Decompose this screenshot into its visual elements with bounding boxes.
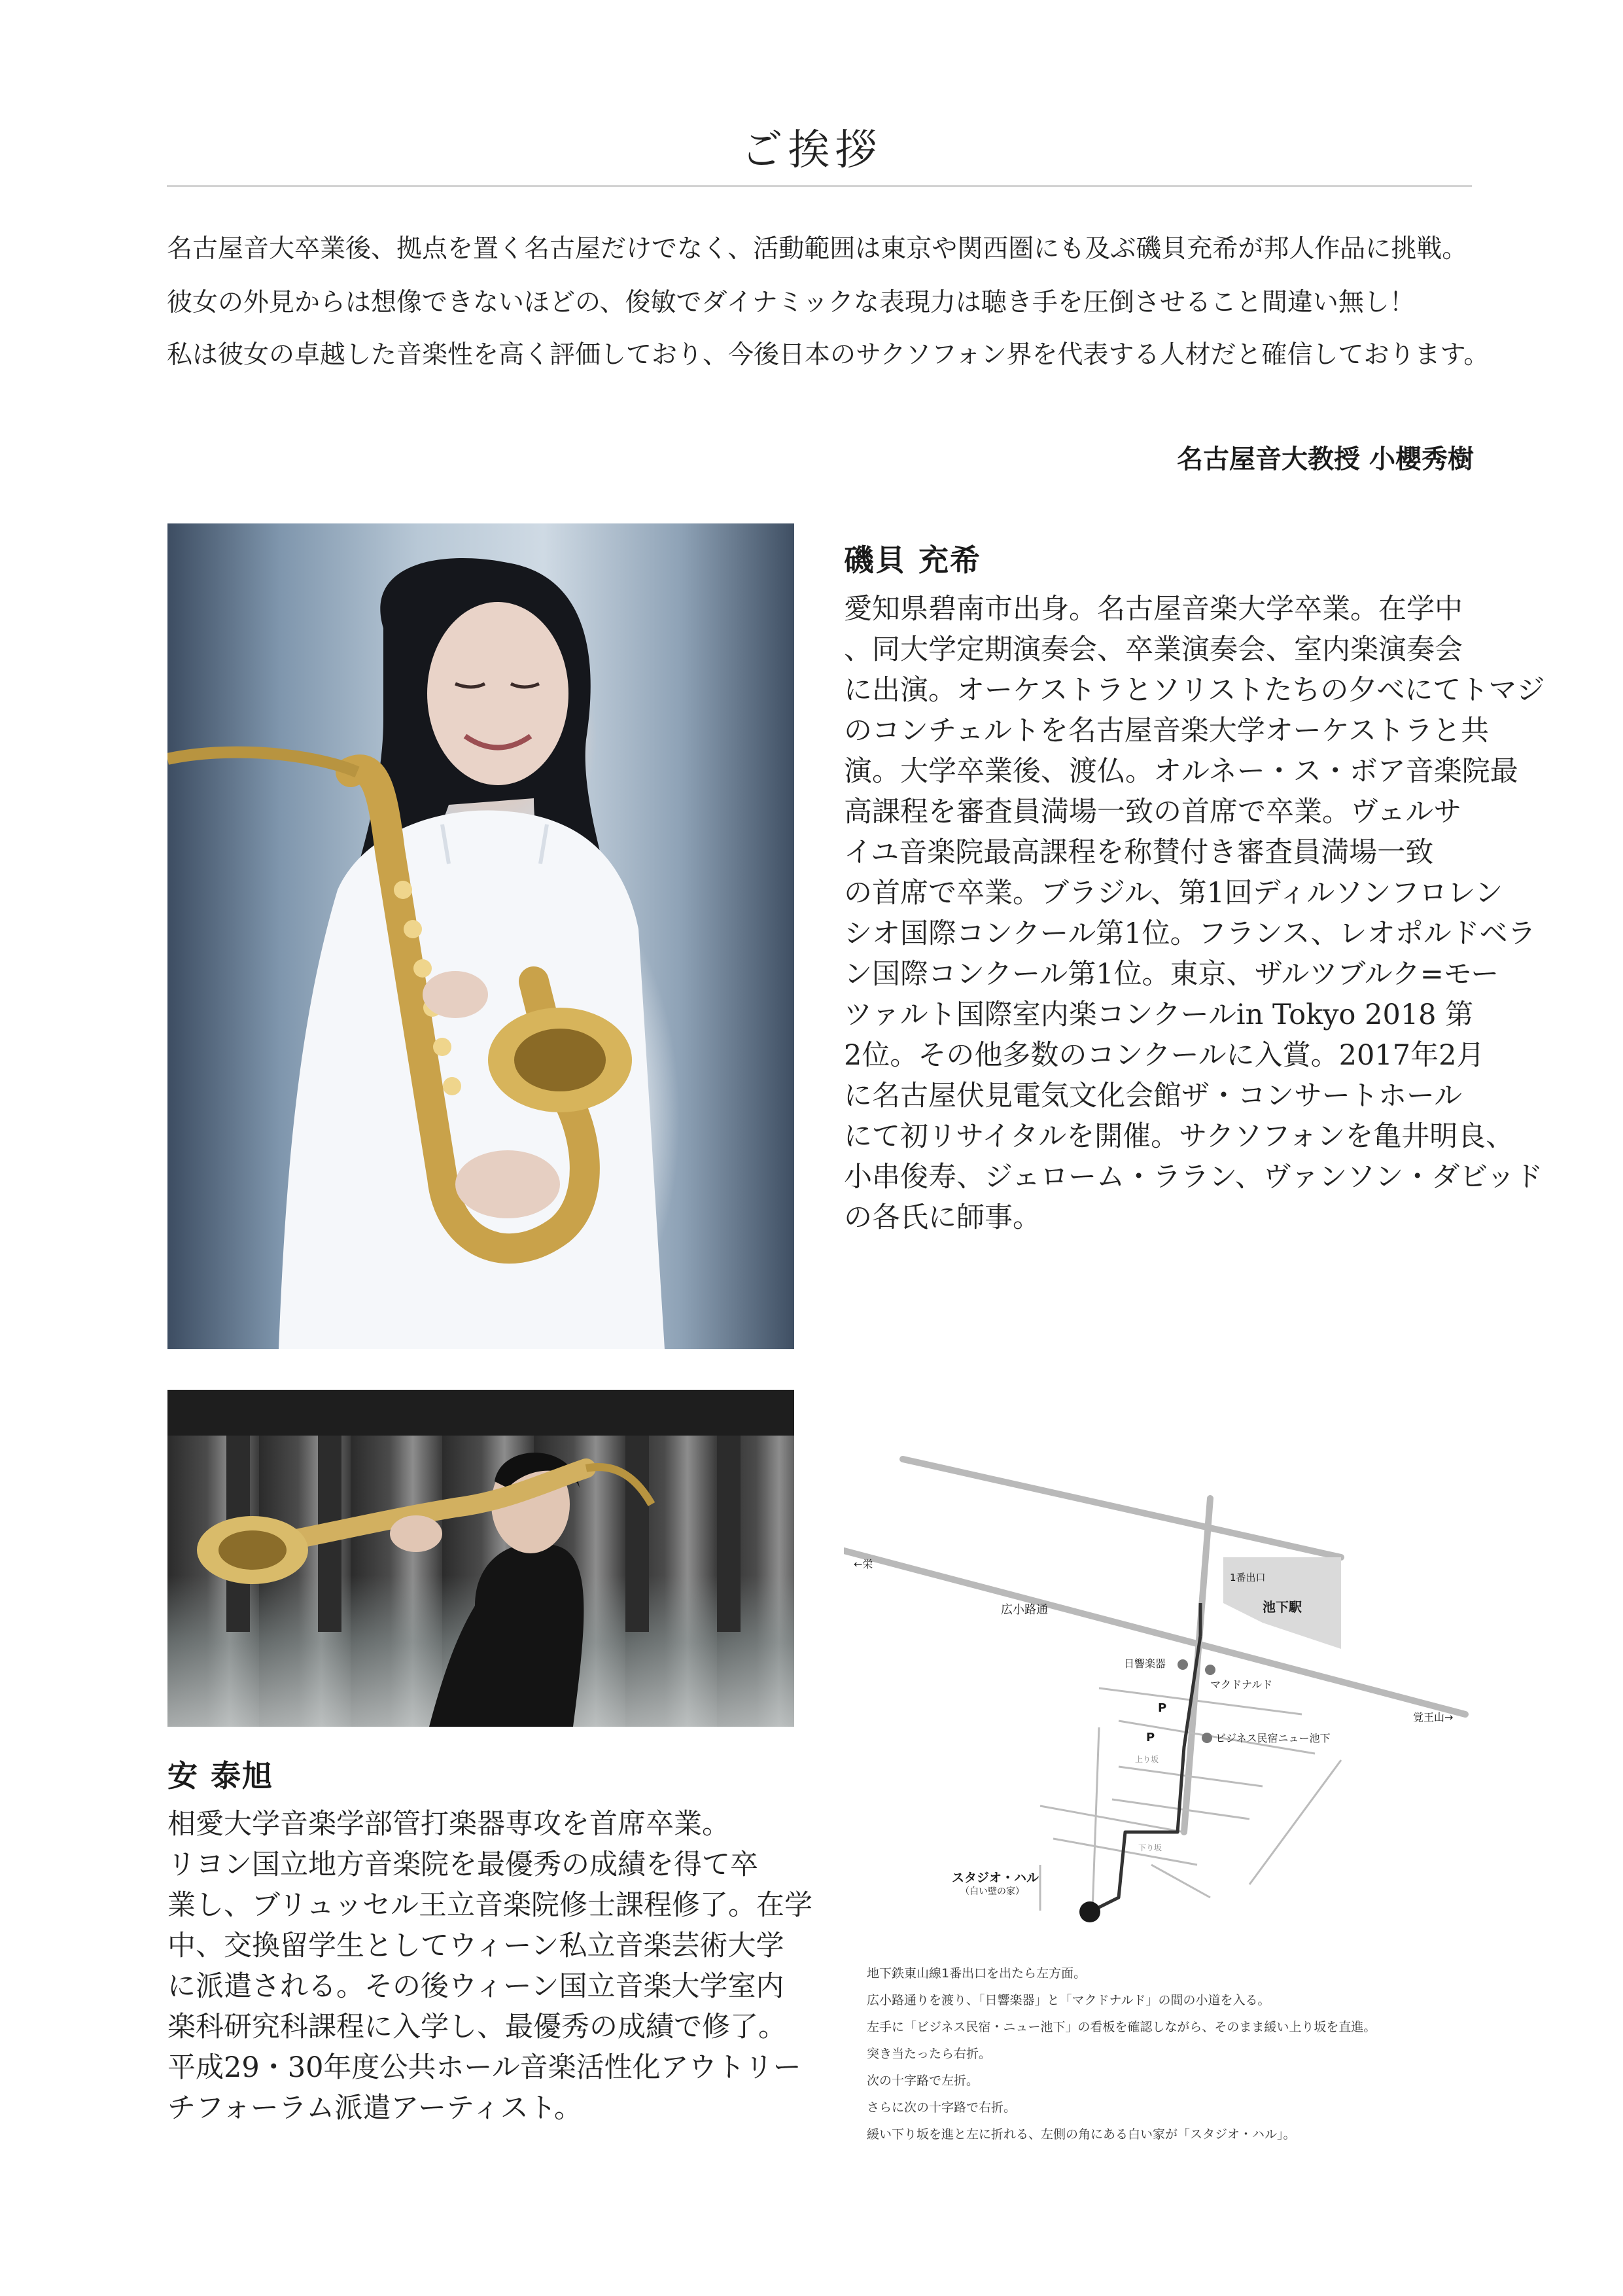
map-label-exit: 1番出口	[1230, 1572, 1266, 1583]
direction-step: 次の十字路で左折。	[867, 2074, 979, 2088]
map-label-uphill: 上り坂	[1135, 1755, 1159, 1764]
page-title: ご挨拶	[741, 126, 882, 175]
bio-line: チフォーラム派遣アーティスト。	[167, 2092, 582, 2125]
map-label-east: 覚王山→	[1413, 1711, 1454, 1723]
bio-text-isogai	[844, 589, 1545, 1238]
portrait-photo-isogai	[167, 523, 794, 1349]
greeting-line-2: 彼女の外見からは想像できないほどの、俊敏でダイナミックな表現力は聴き手を圧倒させること間違い無し！	[167, 288, 1415, 317]
map-label-studio-note: （白い壁の家）	[960, 1886, 1024, 1897]
direction-step: 突き当たったら右折。	[867, 2047, 992, 2061]
direction-step: 地下鉄東山線1番出口を出たら左方面。	[867, 1966, 1087, 1981]
map-label-station: 池下駅	[1263, 1599, 1302, 1615]
map-label-shop2: マクドナルド	[1210, 1678, 1273, 1691]
bio-line: の各氏に師事。	[844, 1201, 1041, 1234]
greeting-signature: 名古屋音大教授 小櫻秀樹	[1177, 444, 1474, 474]
studio-marker	[1079, 1901, 1100, 1922]
direction-step: 広小路通りを渡り、「日響楽器」と「マクドナルド」の間の小道を入る。	[867, 1993, 1270, 2007]
direction-step: 緩い下り坂を進と左に折れる、左側の角にある白い家が「スタジオ・ハル」。	[867, 2127, 1296, 2142]
greeting-line-1: 名古屋音大卒業後、拠点を置く名古屋だけでなく、活動範囲は東京や関西圏にも及ぶ磯貝充希が邦人作品に挑戦。	[167, 234, 1468, 264]
map-label-hotel: ビジネス民宿ニュー池下	[1215, 1732, 1331, 1744]
portrait-photo-ahn	[167, 1390, 794, 1727]
bio-line: 楽科研究科課程に入学し、最優秀の成績で修了。	[167, 2011, 786, 2043]
bio-line: シオ国際コンクール第1位。フランス、レオポルドベラ	[844, 917, 1536, 950]
access-map	[844, 1439, 1485, 1963]
bio-line: 小串俊寿、ジェローム・ララン、ヴァンソン・ダビッド	[844, 1161, 1543, 1193]
bio-line: に出演。オーケストラとソリストたちの夕べにてトマジ	[844, 674, 1545, 707]
direction-step: さらに次の十字路で右折。	[867, 2100, 1017, 2115]
portrait-illustration	[167, 1390, 794, 1727]
bio-line: 演。大学卒業後、渡仏。オルネー・ス・ボア音楽院最	[844, 755, 1518, 788]
bio-line: にて初リサイタルを開催。サクソフォンを亀井明良、	[844, 1120, 1514, 1153]
map-label-parking: P	[1158, 1701, 1167, 1715]
greeting-line-3: 私は彼女の卓越した音楽性を高く評価しており、今後日本のサクソフォン界を代表する人材だと確信しております。	[167, 340, 1490, 370]
bio-line: 高課程を審査員満場一致の首席で卒業。ヴェルサ	[844, 796, 1462, 828]
bio-line: 、同大学定期演奏会、卒業演奏会、室内楽演奏会	[844, 633, 1463, 666]
bio-line: 2位。その他多数のコンクールに入賞。2017年2月	[844, 1039, 1485, 1072]
bio-line: イユ音楽院最高課程を称賛付き審査員満場一致	[844, 836, 1434, 869]
bio-line: に派遣される。その後ウィーン国立音楽大学室内	[167, 1970, 784, 2003]
bio-line: に名古屋伏見電気文化会館ザ・コンサートホール	[844, 1080, 1463, 1112]
bio-line: 愛知県碧南市出身。名古屋音楽大学卒業。在学中	[844, 593, 1463, 626]
direction-step: 左手に「ビジネス民宿・ニュー池下」の看板を確認しながら、そのまま緩い上り坂を直進。	[867, 2020, 1376, 2034]
bio-line: ツァルト国際室内楽コンクールin Tokyo 2018 第	[844, 998, 1474, 1031]
title-divider	[167, 185, 1472, 187]
map-label-parking-2: P	[1146, 1731, 1155, 1744]
map-label-downhill: 下り坂	[1138, 1843, 1162, 1852]
bio-line: 業し、ブリュッセル王立音楽院修士課程修了。在学	[167, 1889, 812, 1922]
bio-line: の首席で卒業。ブラジル、第1回ディルソンフロレン	[844, 877, 1503, 910]
map-label-west: ←栄	[854, 1558, 873, 1570]
map-label-shop1: 日響楽器	[1124, 1657, 1166, 1670]
bio-line: リヨン国立地方音楽院を最優秀の成績を得て卒	[167, 1848, 758, 1881]
bio-line: 平成29・30年度公共ホール音楽活性化アウトリー	[167, 2051, 801, 2084]
bio-name-ahn: 安 泰旭	[167, 1758, 274, 1793]
bio-line: ン国際コンクール第1位。東京、ザルツブルク=モー	[844, 958, 1499, 991]
bio-text-ahn	[167, 1804, 812, 2128]
portrait-illustration	[167, 523, 794, 1349]
bio-name-isogai: 磯貝 充希	[844, 542, 982, 578]
bio-line: 相愛大学音楽学部管打楽器専攻を首席卒業。	[167, 1808, 730, 1841]
bio-line: 中、交換留学生としてウィーン私立音楽芸術大学	[167, 1930, 784, 1962]
map-label-street: 広小路通	[1001, 1603, 1048, 1617]
bio-line: のコンチェルトを名古屋音楽大学オーケストラと共	[844, 715, 1489, 747]
map-label-studio: スタジオ・ハル	[952, 1871, 1039, 1885]
